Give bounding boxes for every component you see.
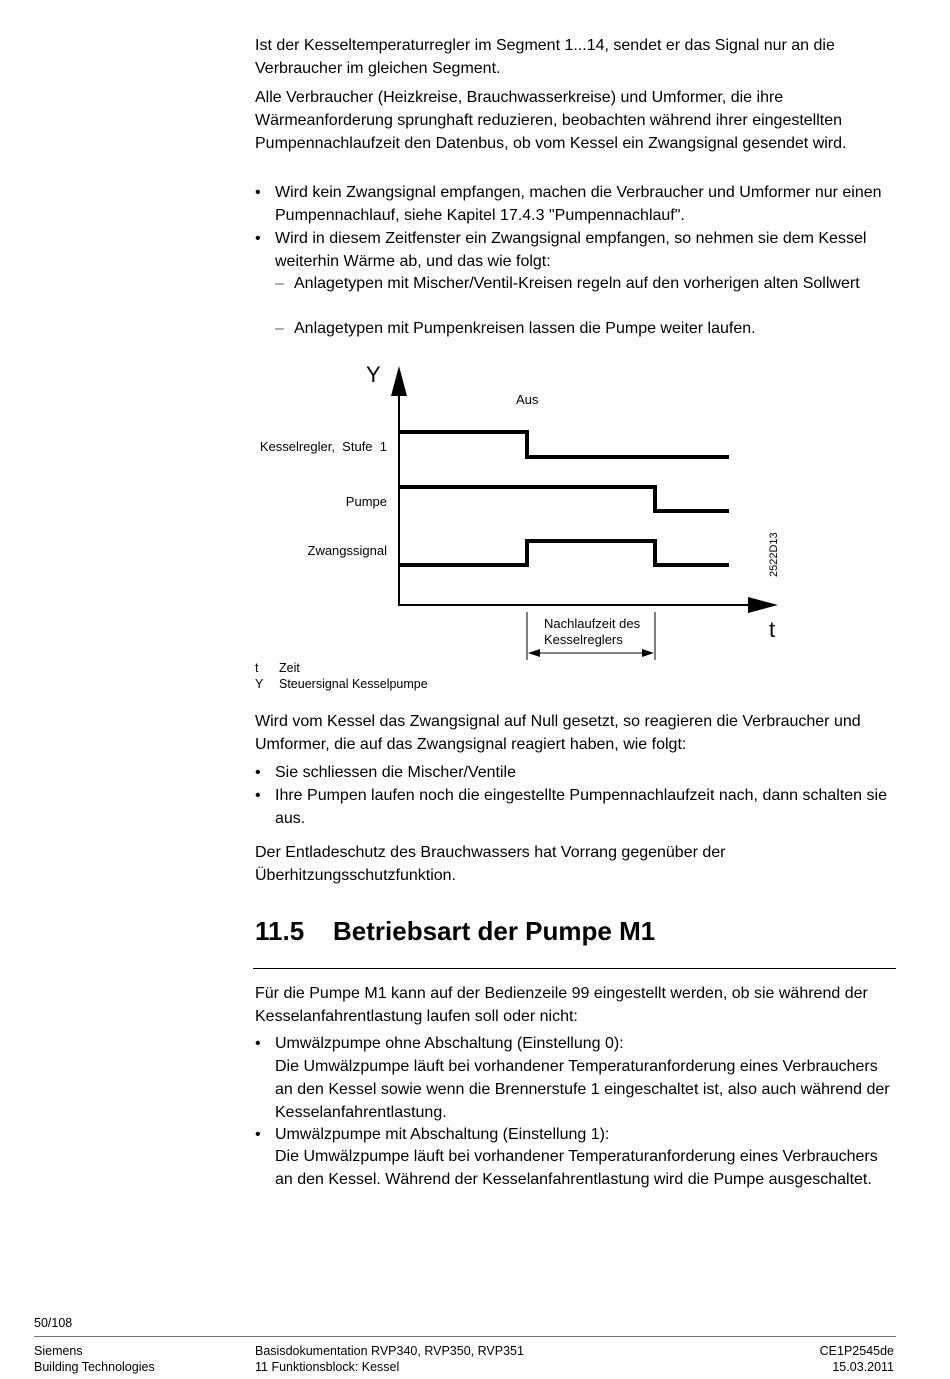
signal-label-kesselregler: Kesselregler, Stufe 1 bbox=[259, 439, 387, 454]
footer-document-id: CE1P2545de bbox=[819, 1344, 894, 1358]
interval-arrow-left bbox=[528, 649, 540, 657]
dash-marker: – bbox=[275, 275, 284, 292]
x-axis-label: t bbox=[769, 617, 776, 642]
signal-trace-zwangssignal bbox=[399, 541, 729, 565]
interval-arrow-right bbox=[642, 649, 654, 657]
legend-key-y: Y bbox=[255, 677, 264, 691]
list-item-text: Sie schliessen die Mischer/Ventile bbox=[275, 764, 517, 781]
x-axis-arrow bbox=[748, 597, 778, 613]
bullet-marker: • bbox=[255, 1035, 261, 1052]
bullet-marker: • bbox=[255, 787, 261, 804]
list-item-head: Umwälzpumpe mit Abschaltung (Einstellung 1): bbox=[275, 1126, 610, 1143]
interval-label-line1: Nachlaufzeit des bbox=[544, 616, 641, 631]
list-item-text: Wird kein Zwangsignal empfangen, machen die Verbraucher und Umformer nur einen Pumpennachlauf, siehe Kapitel 17.4.3 "Pumpennachlauf". bbox=[275, 184, 882, 224]
y-axis-arrow bbox=[391, 366, 407, 396]
dash-marker: – bbox=[275, 320, 284, 337]
sub-list-item-text: Anlagetypen mit Mischer/Ventil-Kreisen regeln auf den vorherigen alten Sollwert bbox=[294, 275, 860, 292]
sub-list-item-text: Anlagetypen mit Pumpenkreisen lassen die Pumpe weiter laufen. bbox=[294, 320, 756, 337]
footer-division: Building Technologies bbox=[34, 1360, 155, 1374]
list-item-head: Umwälzpumpe ohne Abschaltung (Einstellung 0): bbox=[275, 1035, 624, 1052]
page-number: 50/108 bbox=[34, 1316, 73, 1330]
signal-label-zwangssignal: Zwangssignal bbox=[307, 543, 387, 558]
y-axis-label: Y bbox=[366, 362, 381, 387]
list-item-text: Wird in diesem Zeitfenster ein Zwangsignal empfangen, so nehmen sie dem Kessel weiterhin Wärme ab, und das wie folgt: bbox=[275, 230, 867, 270]
section-paragraph: Für die Pumpe M1 kann auf der Bedienzeile 99 eingestellt werden, ob sie während der Kesselanfahrentlastung laufen soll oder nicht: bbox=[255, 985, 868, 1025]
paragraph-reset: Wird vom Kessel das Zwangsignal auf Null gesetzt, so reagieren die Verbraucher und Umformer, die auf das Zwangsignal reagiert haben, wie folgt: bbox=[255, 713, 861, 753]
signal-trace-pumpe bbox=[399, 487, 729, 511]
section-rule bbox=[253, 968, 896, 969]
section-number: 11.5 bbox=[255, 916, 305, 946]
bullet-marker: • bbox=[255, 184, 261, 201]
list-item-body: Die Umwälzpumpe läuft bei vorhandener Temperaturanforderung eines Verbrauchers an den Kessel sowie wenn die Brennerstufe 1 eingeschaltet ist, also auch während der Kesselanfahrentlastung. bbox=[275, 1058, 890, 1121]
footer-date: 15.03.2011 bbox=[832, 1360, 894, 1374]
paragraph-priority: Der Entladeschutz des Brauchwassers hat Vorrang gegenüber der Überhitzungsschutzfunktion. bbox=[255, 844, 726, 884]
footer-rule bbox=[34, 1336, 896, 1337]
legend-text-t: Zeit bbox=[279, 661, 300, 675]
legend-text-y: Steuersignal Kesselpumpe bbox=[279, 677, 428, 691]
bullet-marker: • bbox=[255, 1126, 261, 1143]
event-label: Aus bbox=[516, 392, 539, 407]
bullet-marker: • bbox=[255, 764, 261, 781]
figure-id: 2522D13 bbox=[768, 532, 780, 577]
interval-label-line2: Kesselreglers bbox=[544, 632, 623, 647]
section-title: Betriebsart der Pumpe M1 bbox=[333, 916, 656, 946]
list-item-body: Die Umwälzpumpe läuft bei vorhandener Temperaturanforderung eines Verbrauchers an den Kessel. Während der Kesselanfahrentlastung wird die Pumpe ausgeschaltet. bbox=[275, 1148, 878, 1188]
bullet-marker: • bbox=[255, 230, 261, 247]
intro-paragraph-segment: Ist der Kesseltemperaturregler im Segment 1...14, sendet er das Signal nur an die Verbraucher im gleichen Segment. bbox=[255, 37, 835, 77]
section-heading bbox=[255, 915, 655, 947]
list-item-text: Ihre Pumpen laufen noch die eingestellte Pumpennachlaufzeit nach, dann schalten sie aus. bbox=[275, 787, 887, 827]
footer-chapter: 11 Funktionsblock: Kessel bbox=[255, 1360, 400, 1374]
footer-company: Siemens bbox=[34, 1344, 83, 1358]
legend-key-t: t bbox=[255, 661, 259, 675]
signal-trace-kesselregler bbox=[399, 432, 729, 457]
signal-label-pumpe: Pumpe bbox=[345, 494, 387, 509]
footer-document-title: Basisdokumentation RVP340, RVP350, RVP351 bbox=[255, 1344, 524, 1358]
intro-paragraph-consumers: Alle Verbraucher (Heizkreise, Brauchwasserkreise) und Umformer, die ihre Wärmeanforderung sprunghaft reduzieren, beobachten während ihrer eingestellten Pumpennachlaufzeit den Datenbus, ob vom Kessel ein Zwangsignal gesendet wird. bbox=[255, 89, 847, 152]
